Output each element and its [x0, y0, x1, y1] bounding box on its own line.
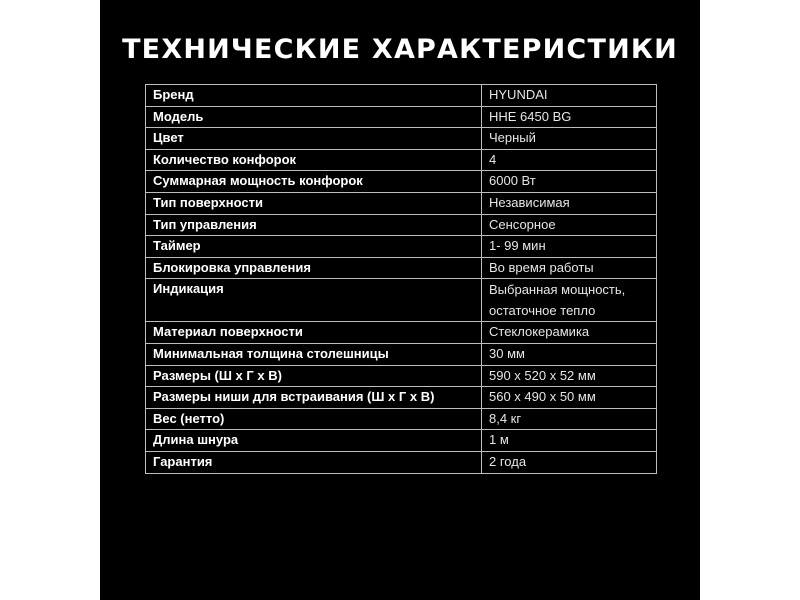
spec-label: Суммарная мощность конфорок	[146, 171, 482, 193]
table-row	[146, 343, 657, 365]
spec-value: 590 х 520 х 52 мм	[482, 365, 657, 387]
table-row	[146, 192, 657, 214]
spec-label: Количество конфорок	[146, 149, 482, 171]
table-row	[146, 279, 657, 322]
spec-label: Вес (нетто)	[146, 408, 482, 430]
spec-label: Материал поверхности	[146, 322, 482, 344]
spec-value	[482, 279, 657, 322]
table-row	[146, 236, 657, 258]
table-row	[146, 365, 657, 387]
spec-value: 6000 Вт	[482, 171, 657, 193]
spec-label: Бренд	[146, 85, 482, 107]
spec-label: Блокировка управления	[146, 257, 482, 279]
table-row	[146, 106, 657, 128]
spec-panel	[100, 0, 700, 600]
spec-value: Независимая	[482, 192, 657, 214]
spec-label: Тип поверхности	[146, 192, 482, 214]
spec-value-line: остаточное тепло	[489, 303, 596, 319]
table-row	[146, 149, 657, 171]
spec-label: Длина шнура	[146, 430, 482, 452]
table-row	[146, 128, 657, 150]
spec-value: 1 м	[482, 430, 657, 452]
spec-label: Размеры ниши для встраивания (Ш х Г х В)	[146, 387, 482, 409]
spec-value: 560 х 490 х 50 мм	[482, 387, 657, 409]
table-row	[146, 85, 657, 107]
spec-label: Индикация	[146, 279, 482, 322]
spec-value: Стеклокерамика	[482, 322, 657, 344]
table-row	[146, 214, 657, 236]
spec-label: Размеры (Ш х Г х В)	[146, 365, 482, 387]
spec-value: HHE 6450 BG	[482, 106, 657, 128]
table-row	[146, 171, 657, 193]
spec-label: Таймер	[146, 236, 482, 258]
spec-label: Тип управления	[146, 214, 482, 236]
spec-label: Модель	[146, 106, 482, 128]
table-row	[146, 257, 657, 279]
spec-value: Во время работы	[482, 257, 657, 279]
table-row	[146, 451, 657, 473]
table-row	[146, 322, 657, 344]
table-row	[146, 408, 657, 430]
spec-value: 1- 99 мин	[482, 236, 657, 258]
spec-value-line: Выбранная мощность,	[489, 282, 626, 298]
spec-label: Цвет	[146, 128, 482, 150]
spec-label: Минимальная толщина столешницы	[146, 343, 482, 365]
spec-value: Черный	[482, 128, 657, 150]
specs-table	[145, 84, 657, 474]
spec-value: 8,4 кг	[482, 408, 657, 430]
table-row	[146, 430, 657, 452]
spec-value: HYUNDAI	[482, 85, 657, 107]
spec-value: 30 мм	[482, 343, 657, 365]
spec-value: 4	[482, 149, 657, 171]
spec-value: Сенсорное	[482, 214, 657, 236]
table-row	[146, 387, 657, 409]
page-title: ТЕХНИЧЕСКИЕ ХАРАКТЕРИСТИКИ	[122, 34, 678, 65]
spec-value: 2 года	[482, 451, 657, 473]
spec-label: Гарантия	[146, 451, 482, 473]
